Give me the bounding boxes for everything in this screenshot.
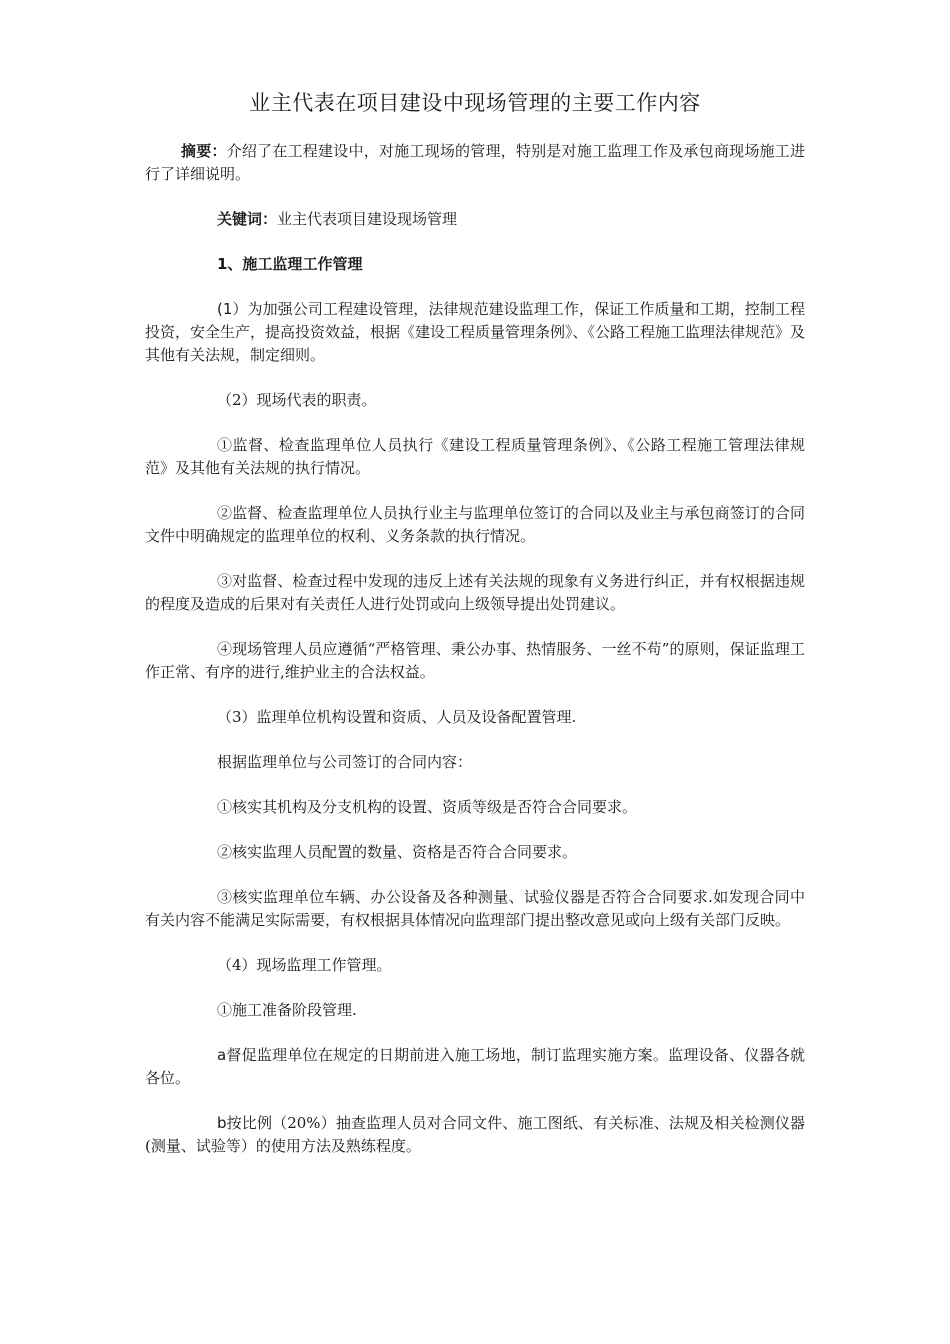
abstract-text: 介绍了在工程建设中，对施工现场的管理，特别是对施工监理工作及承包商现场施工进行了详细说明。 — [145, 142, 805, 183]
keywords-text: 业主代表项目建设现场管理 — [277, 210, 458, 228]
document-page — [145, 88, 805, 1180]
paragraph-2: （2）现场代表的职责。 — [217, 391, 377, 409]
paragraph-3: ①监督、检查监理单位人员执行《建设工程质量管理条例》、《公路工程施工管理法律规范》及其他有关法规的执行情况。 — [145, 436, 805, 477]
paragraph-14-text: 督促监理单位在规定的日期前进入施工场地，制订监理实施方案。监理设备、仪器各就各位。 — [145, 1046, 805, 1087]
paragraph-15 — [145, 1112, 805, 1158]
paragraph-1 — [145, 298, 805, 367]
abstract-paragraph — [145, 140, 805, 186]
paragraph-7: （3）监理单位机构设置和资质、人员及设备配置管理. — [217, 708, 577, 726]
paragraph-14 — [145, 1044, 805, 1090]
paragraph-13: ①施工准备阶段管理. — [217, 1001, 357, 1019]
paragraph-15-text: 按比例（20%）抽查监理人员对合同文件、施工图纸、有关标准、法规及相关检测仪器(测量、试验等）的使用方法及熟练程度。 — [145, 1114, 805, 1155]
paragraph-8: 根据监理单位与公司签订的合同内容： — [217, 753, 473, 771]
paragraph-9: ①核实其机构及分支机构的设置、资质等级是否符合合同要求。 — [217, 798, 638, 816]
paragraph-11: ③核实监理单位车辆、办公设备及各种测量、试验仪器是否符合合同要求.如发现合同中有关内容不能满足实际需要，有权根据具体情况向监理部门提出整改意见或向上级有关部门反映。 — [145, 888, 805, 929]
document-title: 业主代表在项目建设中现场管理的主要工作内容 — [249, 91, 701, 115]
paragraph-6: ④现场管理人员应遵循“严格管理、秉公办事、热情服务、一丝不苟”的原则，保证监理工作正常、有序的进行,维护业主的合法权益。 — [145, 640, 805, 681]
paragraph-4: ②监督、检查监理单位人员执行业主与监理单位签订的合同以及业主与承包商签订的合同文件中明确规定的监理单位的权利、义务条款的执行情况。 — [145, 504, 805, 545]
paragraph-1-text: 为加强公司工程建设管理，法律规范建设监理工作，保证工作质量和工期，控制工程投资，安全生产，提高投资效益，根据《建设工程质量管理条例》、《公路工程施工监理法律规范》及其他有关法规，制定细则。 — [145, 300, 806, 364]
abstract-label: 摘要： — [181, 142, 227, 160]
keywords-label: 关键词： — [217, 210, 278, 228]
paragraph-1-number: (1） — [217, 300, 248, 318]
paragraph-12: （4）现场监理工作管理。 — [217, 956, 392, 974]
keywords-paragraph — [145, 208, 805, 231]
paragraph-14-marker: a — [217, 1046, 227, 1064]
paragraph-10: ②核实监理人员配置的数量、资格是否符合合同要求。 — [217, 843, 578, 861]
paragraph-15-marker: b — [217, 1114, 227, 1132]
paragraph-5: ③对监督、检查过程中发现的违反上述有关法规的现象有义务进行纠正，并有权根据违规的程度及造成的后果对有关责任人进行处罚或向上级领导提出处罚建议。 — [145, 572, 805, 613]
section-heading: 1、施工监理工作管理 — [217, 255, 363, 273]
